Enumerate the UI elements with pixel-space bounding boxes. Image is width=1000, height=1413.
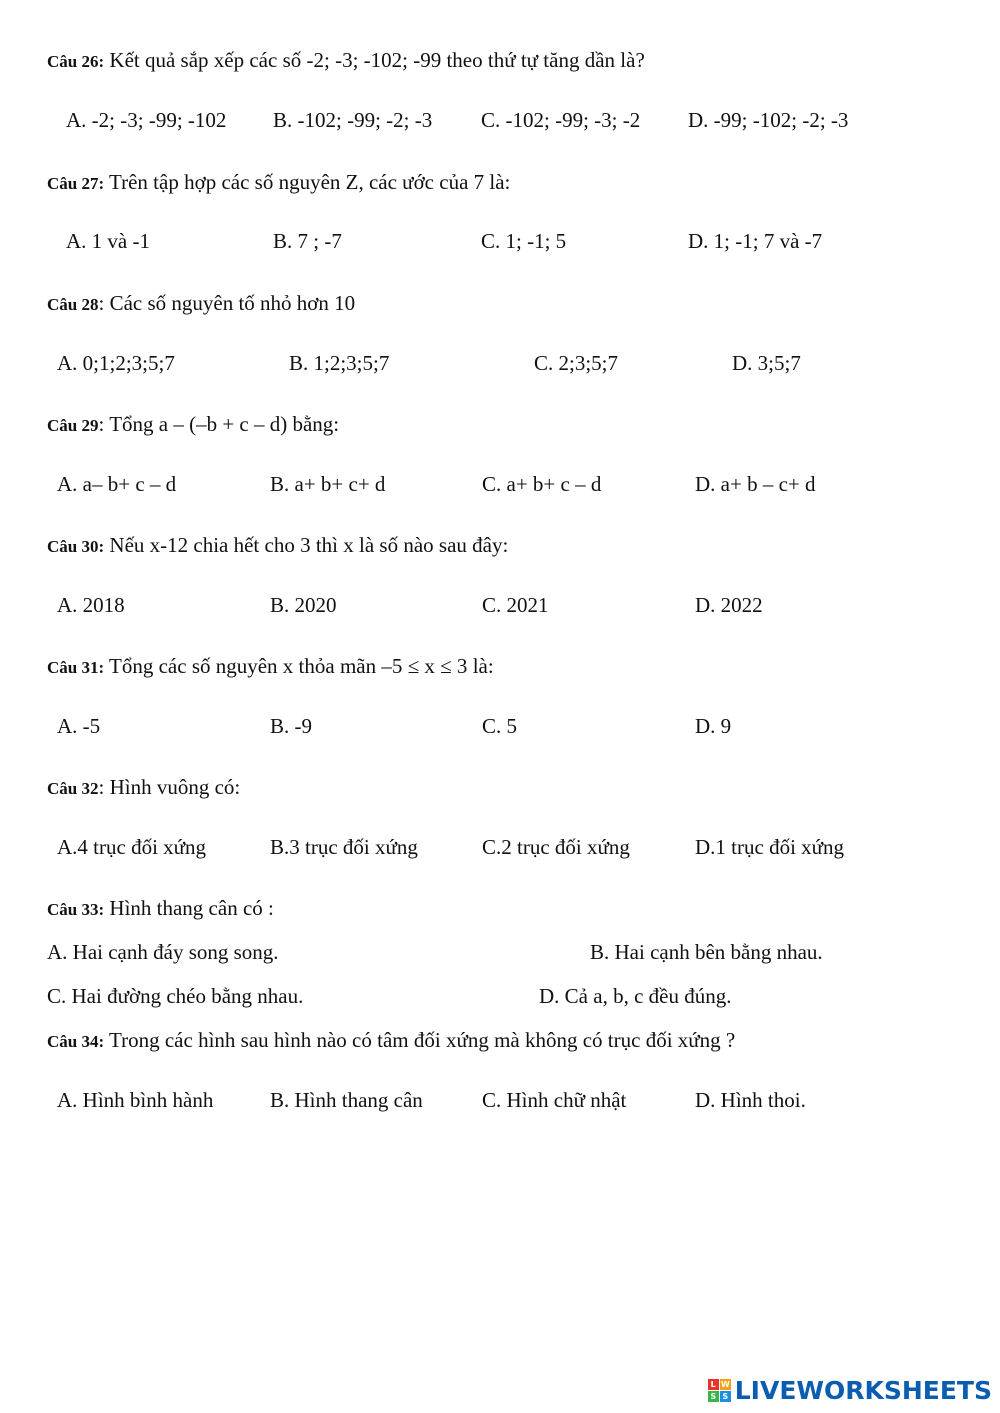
option-b[interactable]: B. -9 bbox=[270, 714, 312, 738]
question-label: Câu 31: bbox=[47, 658, 105, 677]
question-text: Trên tập hợp các số nguyên Z, các ước của 7 là: bbox=[104, 170, 511, 194]
question-text-end: là: bbox=[467, 654, 494, 678]
question-text: Nếu x-12 chia hết cho 3 thì x là số nào sau đây: bbox=[104, 533, 509, 557]
logo-tile: S bbox=[720, 1391, 731, 1402]
question-27 bbox=[47, 170, 510, 195]
option-c[interactable]: C.2 trục đối xứng bbox=[482, 835, 630, 859]
option-b[interactable]: B. 2020 bbox=[270, 593, 337, 617]
options-28 bbox=[0, 351, 1000, 381]
question-label: Câu 32 bbox=[47, 779, 99, 798]
options-27 bbox=[0, 229, 1000, 259]
options-33-row1 bbox=[0, 940, 1000, 970]
options-34 bbox=[0, 1088, 1000, 1118]
question-34 bbox=[47, 1028, 735, 1053]
option-c[interactable]: C. Hai đường chéo bằng nhau. bbox=[47, 984, 304, 1008]
option-a[interactable]: A. 0;1;2;3;5;7 bbox=[57, 351, 175, 375]
option-a[interactable]: A. Hình bình hành bbox=[57, 1088, 214, 1112]
option-b[interactable]: B. 1;2;3;5;7 bbox=[289, 351, 390, 375]
option-d[interactable]: D. Hình thoi. bbox=[695, 1088, 806, 1112]
logo-tile: L bbox=[708, 1379, 719, 1390]
option-d[interactable]: D. 9 bbox=[695, 714, 732, 738]
question-label: Câu 34: bbox=[47, 1032, 105, 1051]
option-c[interactable]: C. 2;3;5;7 bbox=[534, 351, 619, 375]
options-31 bbox=[0, 714, 1000, 744]
question-text: Tổng các số nguyên x thỏa mãn bbox=[104, 654, 382, 678]
question-28 bbox=[47, 291, 355, 316]
inequality-math: –5 ≤ x ≤ 3 bbox=[381, 654, 468, 678]
option-a[interactable]: A. -5 bbox=[57, 714, 101, 738]
option-d[interactable]: D. a+ b – c+ d bbox=[695, 472, 816, 496]
logo-mark-icon bbox=[708, 1379, 731, 1402]
question-text: : Các số nguyên tố nhỏ hơn 10 bbox=[98, 291, 356, 315]
question-text: Kết quả sắp xếp các số -2; -3; -102; -99 theo thứ tự tăng dần là? bbox=[104, 48, 645, 72]
question-text: Hình thang cân có : bbox=[104, 896, 274, 920]
option-b[interactable]: B. -102; -99; -2; -3 bbox=[273, 108, 433, 132]
option-c[interactable]: C. 1; -1; 5 bbox=[481, 229, 567, 253]
option-b[interactable]: B. Hình thang cân bbox=[270, 1088, 423, 1112]
options-29 bbox=[0, 472, 1000, 502]
option-c[interactable]: C. a+ b+ c – d bbox=[482, 472, 602, 496]
question-label: Câu 29 bbox=[47, 416, 99, 435]
option-a[interactable]: A. Hai cạnh đáy song song. bbox=[47, 940, 279, 964]
question-text: : Tổng a – (–b + c – d) bằng: bbox=[98, 412, 340, 436]
options-26 bbox=[0, 108, 1000, 138]
question-29 bbox=[47, 412, 339, 437]
logo-text: LIVEWORKSHEETS bbox=[734, 1375, 992, 1405]
question-text: : Hình vuông có: bbox=[98, 775, 241, 799]
question-31 bbox=[47, 654, 494, 679]
question-text: Trong các hình sau hình nào có tâm đối xứng mà không có trục đối xứng ? bbox=[104, 1028, 736, 1052]
question-33 bbox=[47, 896, 274, 921]
option-b[interactable]: B. a+ b+ c+ d bbox=[270, 472, 386, 496]
option-a[interactable]: A. -2; -3; -99; -102 bbox=[66, 108, 227, 132]
option-a[interactable]: A. 1 và -1 bbox=[66, 229, 150, 253]
option-a[interactable]: A. a– b+ c – d bbox=[57, 472, 177, 496]
question-label: Câu 27: bbox=[47, 174, 105, 193]
question-30 bbox=[47, 533, 508, 558]
question-label: Câu 33: bbox=[47, 900, 105, 919]
question-label: Câu 28 bbox=[47, 295, 99, 314]
option-c[interactable]: C. Hình chữ nhật bbox=[482, 1088, 627, 1112]
option-b[interactable]: B. Hai cạnh bên bằng nhau. bbox=[590, 940, 823, 964]
option-c[interactable]: C. -102; -99; -3; -2 bbox=[481, 108, 641, 132]
option-d[interactable]: D. Cả a, b, c đều đúng. bbox=[539, 984, 732, 1008]
options-33-row2 bbox=[0, 984, 1000, 1014]
option-b[interactable]: B. 7 ; -7 bbox=[273, 229, 342, 253]
option-d[interactable]: D. 3;5;7 bbox=[732, 351, 801, 375]
question-26 bbox=[47, 48, 645, 73]
option-c[interactable]: C. 2021 bbox=[482, 593, 549, 617]
option-d[interactable]: D. 1; -1; 7 và -7 bbox=[688, 229, 823, 253]
liveworksheets-logo bbox=[708, 1375, 992, 1405]
option-d[interactable]: D.1 trục đối xứng bbox=[695, 835, 845, 859]
option-a[interactable]: A.4 trục đối xứng bbox=[57, 835, 207, 859]
option-d[interactable]: D. 2022 bbox=[695, 593, 763, 617]
logo-tile: S bbox=[708, 1391, 719, 1402]
option-c[interactable]: C. 5 bbox=[482, 714, 518, 738]
option-a[interactable]: A. 2018 bbox=[57, 593, 125, 617]
question-32 bbox=[47, 775, 240, 800]
option-b[interactable]: B.3 trục đối xứng bbox=[270, 835, 418, 859]
question-label: Câu 26: bbox=[47, 52, 105, 71]
logo-tile: W bbox=[720, 1379, 730, 1389]
options-30 bbox=[0, 593, 1000, 623]
options-32 bbox=[0, 835, 1000, 865]
option-d[interactable]: D. -99; -102; -2; -3 bbox=[688, 108, 849, 132]
question-label: Câu 30: bbox=[47, 537, 105, 556]
